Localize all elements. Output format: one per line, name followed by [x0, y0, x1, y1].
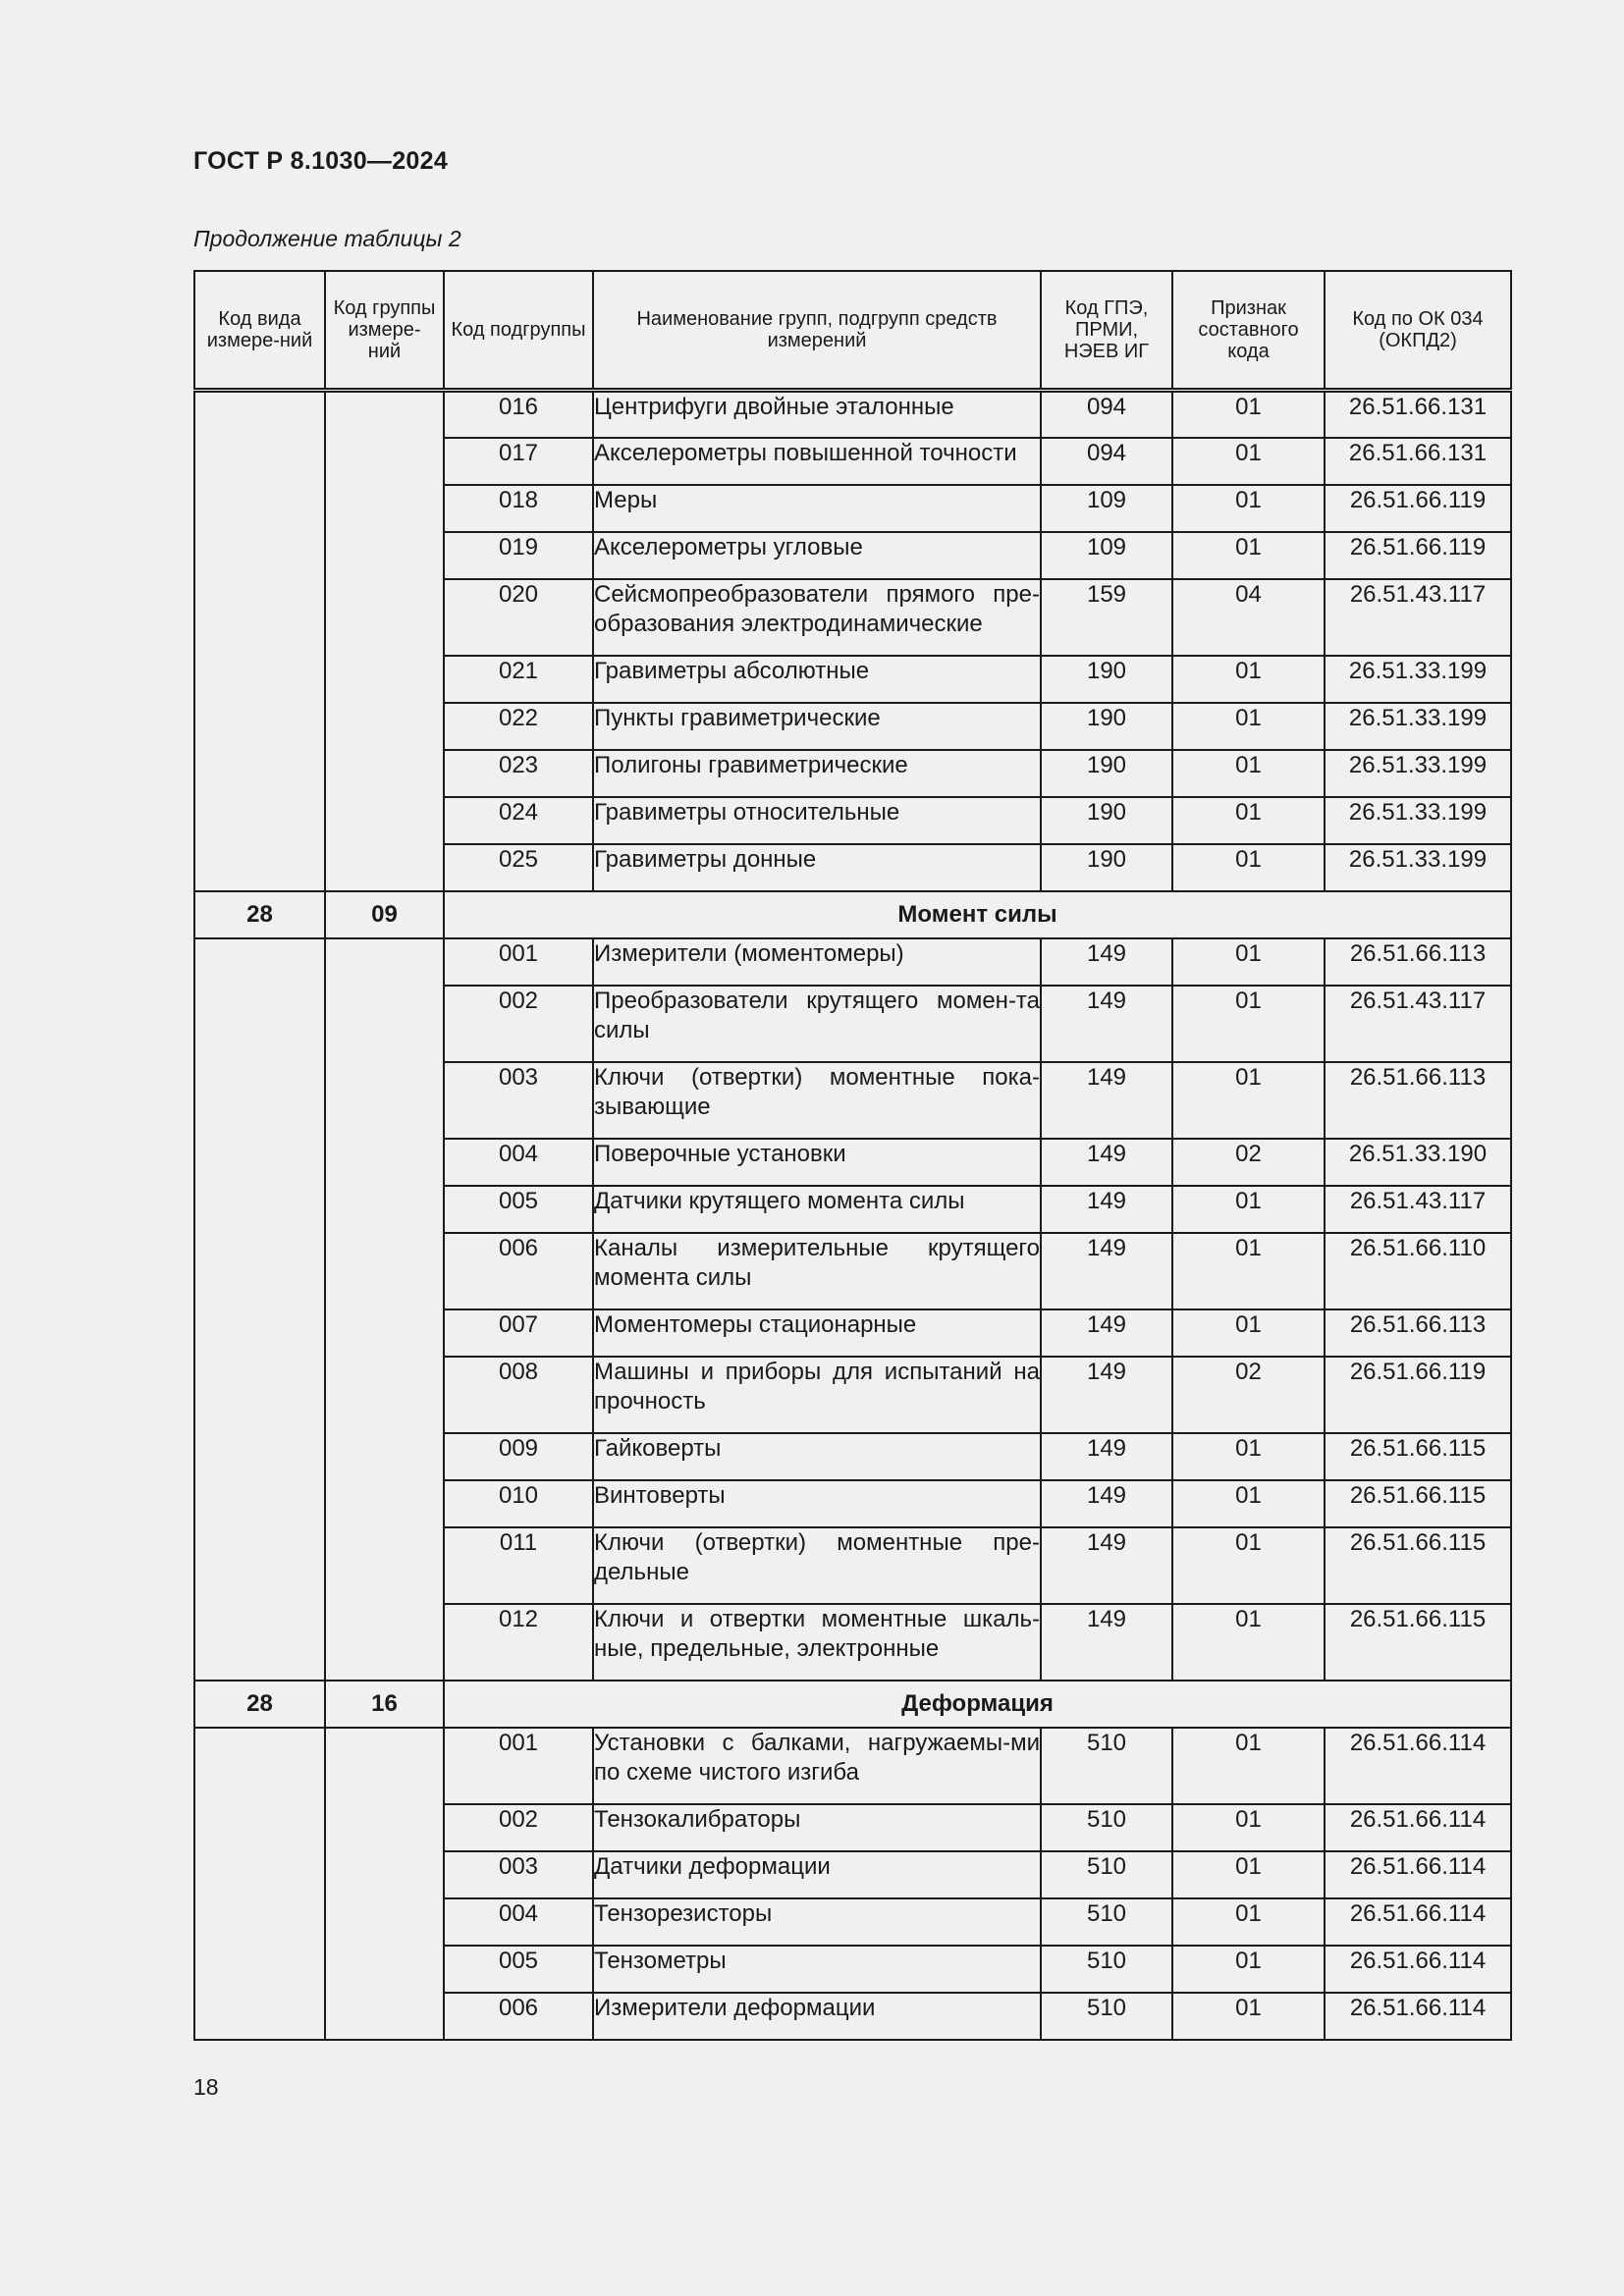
table-row [194, 391, 1511, 438]
subgroup-name-cell: Центрифуги двойные эталонные [593, 391, 1041, 438]
okpd2-code-cell: 26.51.66.114 [1325, 1946, 1511, 1993]
subgroup-name-cell: Измерители деформации [593, 1993, 1041, 2040]
gpe-code-cell: 094 [1041, 438, 1172, 485]
subgroup-name-cell: Гравиметры абсолютные [593, 656, 1041, 703]
subgroup-name-cell: Гравиметры относительные [593, 797, 1041, 844]
composite-sign-cell: 01 [1172, 986, 1325, 1062]
gpe-code-cell: 190 [1041, 750, 1172, 797]
header-sub: Код подгруппы [444, 271, 593, 391]
okpd2-code-cell: 26.51.66.119 [1325, 1357, 1511, 1433]
composite-sign-cell: 01 [1172, 532, 1325, 579]
composite-sign-cell: 01 [1172, 750, 1325, 797]
subgroup-name-cell: Ключи и отвертки моментные шкаль-ные, предельные, электронные [593, 1604, 1041, 1681]
group-grp-code: 16 [325, 1681, 444, 1728]
subgroup-name-cell: Установки с балками, нагружаемы-ми по схеме чистого изгиба [593, 1728, 1041, 1804]
composite-sign-cell: 02 [1172, 1139, 1325, 1186]
gpe-code-cell: 149 [1041, 1480, 1172, 1527]
subgroup-name-cell: Тензометры [593, 1946, 1041, 1993]
subgroup-name-cell: Сейсмопреобразователи прямого пре-образования электродинамические [593, 579, 1041, 656]
subgroup-code-cell: 017 [444, 438, 593, 485]
subgroup-code-cell: 008 [444, 1357, 593, 1433]
composite-sign-cell: 02 [1172, 1357, 1325, 1433]
okpd2-code-cell: 26.51.66.110 [1325, 1233, 1511, 1309]
composite-sign-cell: 01 [1172, 1604, 1325, 1681]
okpd2-code-cell: 26.51.66.114 [1325, 1804, 1511, 1851]
okpd2-code-cell: 26.51.66.114 [1325, 1851, 1511, 1898]
composite-sign-cell: 01 [1172, 1433, 1325, 1480]
composite-sign-cell: 01 [1172, 1804, 1325, 1851]
classification-table [193, 270, 1512, 2041]
subgroup-name-cell: Ключи (отвертки) моментные пока-зывающие [593, 1062, 1041, 1139]
gpe-code-cell: 149 [1041, 1357, 1172, 1433]
composite-sign-cell: 01 [1172, 703, 1325, 750]
gpe-code-cell: 510 [1041, 1728, 1172, 1804]
okpd2-code-cell: 26.51.43.117 [1325, 986, 1511, 1062]
okpd2-code-cell: 26.51.33.190 [1325, 1139, 1511, 1186]
gpe-code-cell: 510 [1041, 1993, 1172, 2040]
subgroup-code-cell: 004 [444, 1898, 593, 1946]
subgroup-code-cell: 005 [444, 1946, 593, 1993]
composite-sign-cell: 01 [1172, 1186, 1325, 1233]
header-name: Наименование групп, подгрупп средств измерений [593, 271, 1041, 391]
composite-sign-cell: 04 [1172, 579, 1325, 656]
gpe-code-cell: 190 [1041, 703, 1172, 750]
group-title: Деформация [444, 1681, 1511, 1728]
okpd2-code-cell: 26.51.33.199 [1325, 703, 1511, 750]
okpd2-code-cell: 26.51.66.113 [1325, 1062, 1511, 1139]
subgroup-name-cell: Машины и приборы для испытаний на прочность [593, 1357, 1041, 1433]
composite-sign-cell: 01 [1172, 1233, 1325, 1309]
subgroup-code-cell: 006 [444, 1993, 593, 2040]
gpe-code-cell: 190 [1041, 797, 1172, 844]
subgroup-code-cell: 002 [444, 986, 593, 1062]
subgroup-name-cell: Винтоверты [593, 1480, 1041, 1527]
subgroup-name-cell: Тензокалибраторы [593, 1804, 1041, 1851]
okpd2-code-cell: 26.51.33.199 [1325, 750, 1511, 797]
page-number: 18 [193, 2074, 219, 2100]
composite-sign-cell: 01 [1172, 1062, 1325, 1139]
okpd2-code-cell: 26.51.66.119 [1325, 532, 1511, 579]
okpd2-code-cell: 26.51.66.113 [1325, 1309, 1511, 1357]
merged-blank-cell-vid [194, 1728, 325, 2040]
gpe-code-cell: 149 [1041, 1604, 1172, 1681]
merged-blank-cell-grp [325, 1728, 444, 2040]
composite-sign-cell: 01 [1172, 1309, 1325, 1357]
okpd2-code-cell: 26.51.66.131 [1325, 391, 1511, 438]
subgroup-code-cell: 018 [444, 485, 593, 532]
subgroup-name-cell: Датчики крутящего момента силы [593, 1186, 1041, 1233]
subgroup-code-cell: 005 [444, 1186, 593, 1233]
gpe-code-cell: 094 [1041, 391, 1172, 438]
merged-blank-cell-grp [325, 938, 444, 1681]
subgroup-code-cell: 023 [444, 750, 593, 797]
okpd2-code-cell: 26.51.43.117 [1325, 579, 1511, 656]
gpe-code-cell: 149 [1041, 1527, 1172, 1604]
composite-sign-cell: 01 [1172, 1993, 1325, 2040]
subgroup-code-cell: 007 [444, 1309, 593, 1357]
table-header-row [194, 271, 1511, 391]
subgroup-name-cell: Гравиметры донные [593, 844, 1041, 891]
composite-sign-cell: 01 [1172, 438, 1325, 485]
composite-sign-cell: 01 [1172, 938, 1325, 986]
gpe-code-cell: 149 [1041, 938, 1172, 986]
composite-sign-cell: 01 [1172, 1480, 1325, 1527]
group-vid-code: 28 [194, 1681, 325, 1728]
okpd2-code-cell: 26.51.33.199 [1325, 656, 1511, 703]
subgroup-name-cell: Акселерометры повышенной точности [593, 438, 1041, 485]
okpd2-code-cell: 26.51.33.199 [1325, 844, 1511, 891]
subgroup-name-cell: Измерители (моментомеры) [593, 938, 1041, 986]
group-title: Момент силы [444, 891, 1511, 938]
subgroup-code-cell: 024 [444, 797, 593, 844]
subgroup-code-cell: 003 [444, 1062, 593, 1139]
composite-sign-cell: 01 [1172, 485, 1325, 532]
okpd2-code-cell: 26.51.66.115 [1325, 1527, 1511, 1604]
okpd2-code-cell: 26.51.66.115 [1325, 1604, 1511, 1681]
subgroup-name-cell: Акселерометры угловые [593, 532, 1041, 579]
subgroup-code-cell: 012 [444, 1604, 593, 1681]
group-heading-row [194, 1681, 1511, 1728]
group-heading-row [194, 891, 1511, 938]
subgroup-name-cell: Полигоны гравиметрические [593, 750, 1041, 797]
okpd2-code-cell: 26.51.66.131 [1325, 438, 1511, 485]
merged-blank-cell-grp [325, 391, 444, 891]
gpe-code-cell: 510 [1041, 1898, 1172, 1946]
composite-sign-cell: 01 [1172, 1728, 1325, 1804]
composite-sign-cell: 01 [1172, 797, 1325, 844]
okpd2-code-cell: 26.51.33.199 [1325, 797, 1511, 844]
okpd2-code-cell: 26.51.66.114 [1325, 1728, 1511, 1804]
okpd2-code-cell: 26.51.66.114 [1325, 1898, 1511, 1946]
composite-sign-cell: 01 [1172, 656, 1325, 703]
subgroup-name-cell: Пункты гравиметрические [593, 703, 1041, 750]
gpe-code-cell: 510 [1041, 1804, 1172, 1851]
table-row [194, 938, 1511, 986]
subgroup-code-cell: 002 [444, 1804, 593, 1851]
subgroup-code-cell: 009 [444, 1433, 593, 1480]
subgroup-code-cell: 021 [444, 656, 593, 703]
header-grp: Код группы измере-ний [325, 271, 444, 391]
subgroup-code-cell: 019 [444, 532, 593, 579]
gpe-code-cell: 159 [1041, 579, 1172, 656]
subgroup-name-cell: Моментомеры стационарные [593, 1309, 1041, 1357]
gpe-code-cell: 149 [1041, 1139, 1172, 1186]
merged-blank-cell-vid [194, 391, 325, 891]
gpe-code-cell: 190 [1041, 844, 1172, 891]
composite-sign-cell: 01 [1172, 844, 1325, 891]
composite-sign-cell: 01 [1172, 391, 1325, 438]
subgroup-code-cell: 001 [444, 938, 593, 986]
group-grp-code: 09 [325, 891, 444, 938]
subgroup-name-cell: Тензорезисторы [593, 1898, 1041, 1946]
document-title: ГОСТ Р 8.1030—2024 [193, 147, 449, 175]
gpe-code-cell: 149 [1041, 1186, 1172, 1233]
subgroup-name-cell: Ключи (отвертки) моментные пре-дельные [593, 1527, 1041, 1604]
subgroup-code-cell: 006 [444, 1233, 593, 1309]
subgroup-name-cell: Гайковерты [593, 1433, 1041, 1480]
composite-sign-cell: 01 [1172, 1851, 1325, 1898]
okpd2-code-cell: 26.51.66.114 [1325, 1993, 1511, 2040]
gpe-code-cell: 149 [1041, 1433, 1172, 1480]
gpe-code-cell: 109 [1041, 485, 1172, 532]
gpe-code-cell: 149 [1041, 1062, 1172, 1139]
okpd2-code-cell: 26.51.66.119 [1325, 485, 1511, 532]
subgroup-name-cell: Датчики деформации [593, 1851, 1041, 1898]
gpe-code-cell: 510 [1041, 1946, 1172, 1993]
gpe-code-cell: 510 [1041, 1851, 1172, 1898]
group-vid-code: 28 [194, 891, 325, 938]
gpe-code-cell: 109 [1041, 532, 1172, 579]
header-vid: Код вида измере-ний [194, 271, 325, 391]
composite-sign-cell: 01 [1172, 1898, 1325, 1946]
table-caption: Продолжение таблицы 2 [193, 226, 461, 251]
okpd2-code-cell: 26.51.43.117 [1325, 1186, 1511, 1233]
subgroup-code-cell: 004 [444, 1139, 593, 1186]
merged-blank-cell-vid [194, 938, 325, 1681]
okpd2-code-cell: 26.51.66.115 [1325, 1480, 1511, 1527]
subgroup-name-cell: Каналы измерительные крутящего момента силы [593, 1233, 1041, 1309]
subgroup-code-cell: 016 [444, 391, 593, 438]
subgroup-code-cell: 010 [444, 1480, 593, 1527]
subgroup-code-cell: 001 [444, 1728, 593, 1804]
header-gpe: Код ГПЭ, ПРМИ, НЭЕВ ИГ [1041, 271, 1172, 391]
subgroup-code-cell: 022 [444, 703, 593, 750]
header-ok: Код по ОК 034 (ОКПД2) [1325, 271, 1511, 391]
subgroup-name-cell: Поверочные установки [593, 1139, 1041, 1186]
subgroup-code-cell: 025 [444, 844, 593, 891]
okpd2-code-cell: 26.51.66.113 [1325, 938, 1511, 986]
gpe-code-cell: 190 [1041, 656, 1172, 703]
okpd2-code-cell: 26.51.66.115 [1325, 1433, 1511, 1480]
subgroup-name-cell: Меры [593, 485, 1041, 532]
gpe-code-cell: 149 [1041, 1309, 1172, 1357]
header-sign: Признак составного кода [1172, 271, 1325, 391]
composite-sign-cell: 01 [1172, 1527, 1325, 1604]
composite-sign-cell: 01 [1172, 1946, 1325, 1993]
table-row [194, 1728, 1511, 1804]
gpe-code-cell: 149 [1041, 1233, 1172, 1309]
subgroup-code-cell: 020 [444, 579, 593, 656]
subgroup-code-cell: 003 [444, 1851, 593, 1898]
subgroup-code-cell: 011 [444, 1527, 593, 1604]
gpe-code-cell: 149 [1041, 986, 1172, 1062]
subgroup-name-cell: Преобразователи крутящего момен-та силы [593, 986, 1041, 1062]
